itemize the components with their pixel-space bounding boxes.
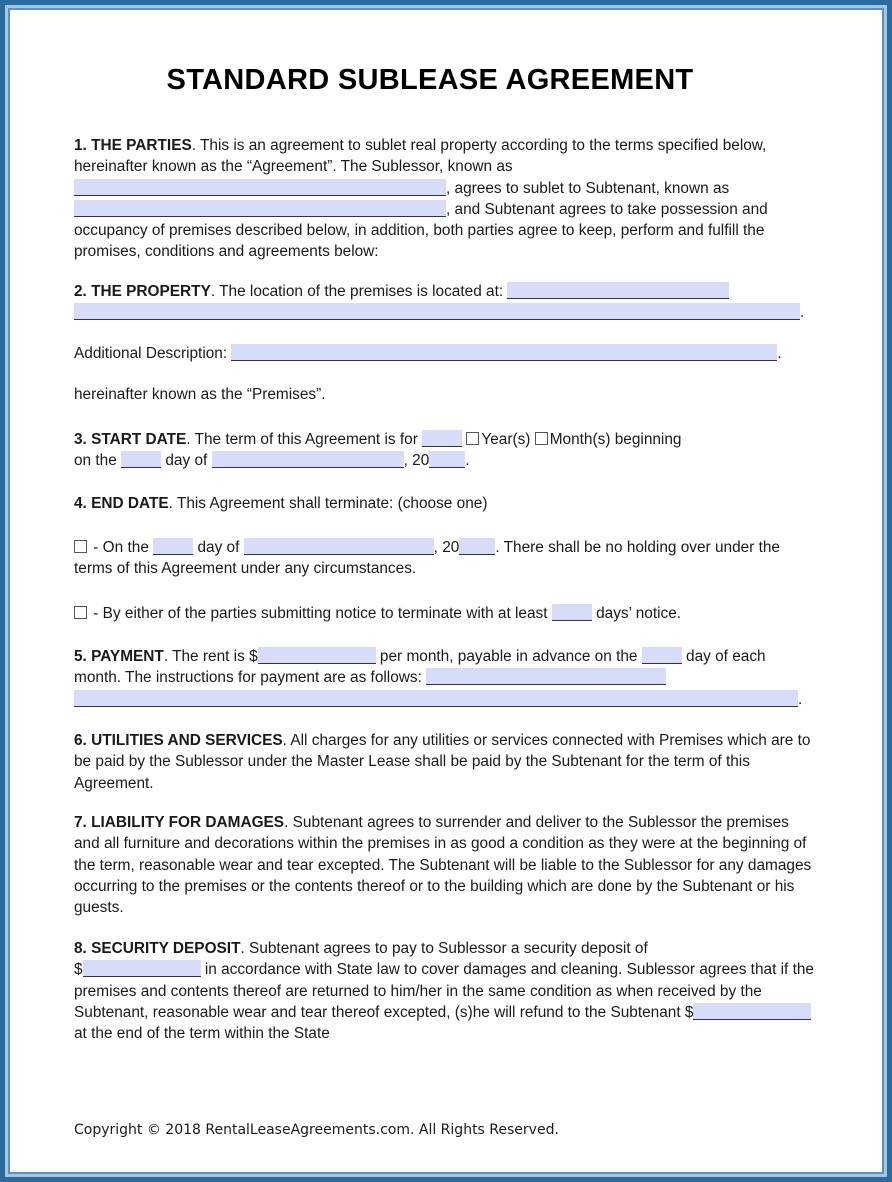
section-payment: 5. PAYMENT. The rent is $ per month, payable in advance on the day of each month. The instructions for payment are as follows: .	[74, 648, 803, 708]
rent-due-day-field[interactable]	[642, 647, 682, 664]
section-text: in accordance with State law to cover damages and cleaning. Sublessor agrees that if the premises and contents thereof are returned to him/her in the same condition as when received by the Subtenant, reasonable wear and tear thereof excepted, (s)he will refund to the Subtenant $	[74, 961, 814, 1021]
section-security-deposit	[74, 938, 814, 1044]
section-text: on the	[74, 452, 117, 470]
section-text: . This Agreement shall terminate: (choose one)	[168, 495, 488, 512]
end-month-field[interactable]	[244, 538, 434, 555]
refund-amount-field[interactable]	[693, 1003, 811, 1020]
sublessor-name-field[interactable]	[74, 179, 446, 196]
start-year-field[interactable]	[429, 451, 465, 468]
section-end-date	[74, 493, 814, 514]
months-checkbox[interactable]	[535, 432, 548, 445]
section-heading: 7. LIABILITY FOR DAMAGES	[74, 814, 285, 831]
property-address-line2-field[interactable]	[74, 303, 800, 320]
payment-instructions-line2-field[interactable]	[74, 690, 798, 707]
deposit-amount-field[interactable]	[83, 960, 201, 977]
section-text: . The term of this Agreement is for	[186, 431, 418, 448]
section-start-date: 3. START DATE. The term of this Agreement is for Year(s) Month(s) beginning on the day of , 20 .	[74, 431, 682, 470]
section-text: . The rent is $	[163, 648, 258, 665]
section-heading: 1. THE PARTIES	[74, 137, 192, 154]
section-parties	[74, 135, 814, 263]
section-property: 2. THE PROPERTY. The location of the premises is located at: .	[74, 283, 805, 322]
section-text: - By either of the parties submitting notice to terminate with at least	[93, 605, 548, 622]
rent-amount-field[interactable]	[258, 647, 376, 664]
copyright-footer: Copyright © 2018 RentalLeaseAgreements.com. All Rights Reserved.	[74, 1122, 559, 1138]
end-option-notice	[74, 603, 814, 624]
section-text: , 20	[403, 452, 430, 470]
notice-days-field[interactable]	[552, 604, 592, 621]
end-date-checkbox[interactable]	[74, 540, 87, 553]
subtenant-name-field[interactable]	[74, 200, 446, 217]
section-text: per month, payable in advance on the	[379, 648, 638, 665]
additional-description-row: Additional Description: .	[74, 345, 782, 362]
start-month-field[interactable]	[212, 451, 404, 468]
section-text: day of	[165, 452, 208, 470]
notice-checkbox[interactable]	[74, 606, 87, 619]
section-heading: 3. START DATE	[74, 431, 187, 448]
additional-description-label: Additional Description:	[74, 345, 228, 362]
page-title: STANDARD SUBLEASE AGREEMENT	[166, 64, 694, 96]
end-option-date	[74, 537, 814, 580]
years-label: Year(s)	[481, 431, 531, 448]
section-text: . Subtenant agrees to surrender and deliver to the Sublessor the premises and all furniture and decorations within the premises in as good a condition as they were at the beginning of the term, reasonable wear and tear excepted. The Subtenant will be liable to the Sublessor for any damages occurring to the premises or the contents thereof or to the building which are done by the Subtenant or his guests.	[74, 814, 812, 917]
term-length-field[interactable]	[422, 430, 462, 447]
section-text: . All charges for any utilities or services connected with Premises which are to be paid by the Sublessor under the Master Lease shall be paid by the Subtenant for the term of this Agreement.	[74, 732, 811, 792]
section-text: at the end of the term within the State	[74, 1025, 330, 1043]
section-text: . The location of the premises is located at:	[210, 283, 504, 300]
document-page	[10, 10, 882, 1172]
section-utilities	[74, 730, 814, 794]
section-text: , agrees to sublet to Subtenant, known as	[446, 179, 730, 197]
section-text: day of each month. The instructions for payment are as follows:	[74, 648, 766, 687]
section-text: . Subtenant agrees to pay to Sublessor a security deposit of	[240, 940, 648, 957]
property-address-field[interactable]	[507, 282, 729, 299]
section-text: days’ notice.	[596, 605, 682, 622]
section-heading: 5. PAYMENT	[74, 648, 164, 665]
section-text: . This is an agreement to sublet real property according to the terms specified below, hereinafter known as the “Agreement”. The Sublessor, known as	[74, 137, 767, 176]
section-text: day of	[197, 539, 240, 556]
premises-note: hereinafter known as the “Premises”.	[74, 386, 326, 403]
months-label: Month(s) beginning	[549, 431, 682, 448]
section-text: , 20	[433, 539, 460, 556]
years-checkbox[interactable]	[466, 432, 479, 445]
start-day-field[interactable]	[121, 451, 161, 468]
section-heading: 4. END DATE	[74, 495, 169, 512]
section-text: - On the	[93, 539, 149, 556]
section-liability	[74, 812, 814, 918]
end-year-field[interactable]	[459, 538, 495, 555]
section-text: . There shall be no holding over under the terms of this Agreement under any circumstances.	[74, 539, 780, 578]
end-day-field[interactable]	[153, 538, 193, 555]
section-text: $	[74, 961, 83, 979]
section-heading: 2. THE PROPERTY	[74, 283, 211, 300]
section-text: , and Subtenant agrees to take possession and occupancy of premises described below, in addition, both parties agree to keep, perform and fulfill the promises, conditions and agreements below:	[74, 200, 768, 261]
section-heading: 6. UTILITIES AND SERVICES	[74, 732, 283, 749]
additional-description-field[interactable]	[231, 344, 777, 361]
section-heading: 8. SECURITY DEPOSIT	[74, 940, 241, 957]
payment-instructions-field[interactable]	[426, 668, 666, 685]
